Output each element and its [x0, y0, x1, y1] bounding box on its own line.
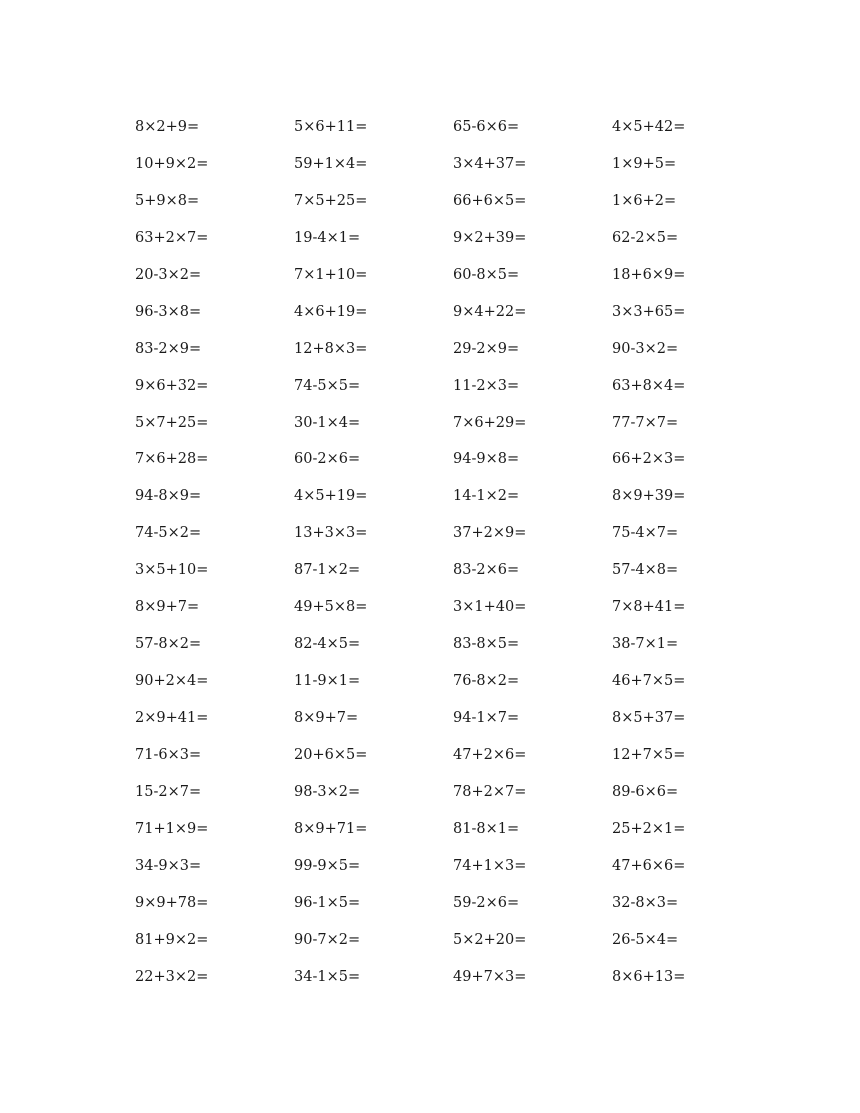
math-problem: 30-1×4=: [294, 414, 361, 431]
problem-row: [135, 597, 775, 634]
math-problem: 13+3×3=: [294, 525, 368, 542]
math-problem: 8×6+13=: [612, 968, 686, 985]
math-problem: 7×1+10=: [294, 266, 368, 283]
problem-row: [135, 819, 775, 856]
problem-grid: [135, 117, 775, 1004]
problem-row: [135, 560, 775, 597]
math-problem: 4×6+19=: [294, 303, 368, 320]
math-problem: 66+6×5=: [453, 192, 527, 209]
math-problem: 66+2×3=: [612, 451, 686, 468]
math-problem: 49+7×3=: [453, 968, 527, 985]
math-problem: 8×9+7=: [135, 599, 200, 616]
math-problem: 20+6×5=: [294, 746, 368, 763]
math-problem: 47+6×6=: [612, 857, 686, 874]
math-problem: 8×9+39=: [612, 488, 686, 505]
problem-row: [135, 302, 775, 339]
math-problem: 94-8×9=: [135, 488, 202, 505]
math-problem: 89-6×6=: [612, 783, 679, 800]
math-problem: 49+5×8=: [294, 599, 368, 616]
math-problem: 7×8+41=: [612, 599, 686, 616]
math-problem: 26-5×4=: [612, 931, 679, 948]
math-problem: 12+7×5=: [612, 746, 686, 763]
math-problem: 60-2×6=: [294, 451, 361, 468]
math-problem: 7×5+25=: [294, 192, 368, 209]
math-problem: 4×5+19=: [294, 488, 368, 505]
math-problem: 94-9×8=: [453, 451, 520, 468]
math-problem: 9×6+32=: [135, 377, 209, 394]
math-problem: 9×4+22=: [453, 303, 527, 320]
problem-row: [135, 893, 775, 930]
math-problem: 57-4×8=: [612, 562, 679, 579]
math-problem: 81+9×2=: [135, 931, 209, 948]
problem-row: [135, 782, 775, 819]
math-problem: 65-6×6=: [453, 119, 520, 135]
math-problem: 8×2+9=: [135, 119, 200, 135]
math-problem: 37+2×9=: [453, 525, 527, 542]
math-problem: 76-8×2=: [453, 673, 520, 690]
problem-row: [135, 967, 775, 1004]
problem-row: [135, 523, 775, 560]
math-problem: 62-2×5=: [612, 229, 679, 246]
math-problem: 57-8×2=: [135, 636, 202, 653]
math-problem: 15-2×7=: [135, 783, 202, 800]
math-problem: 7×6+29=: [453, 414, 527, 431]
math-problem: 59-2×6=: [453, 894, 520, 911]
math-problem: 8×9+71=: [294, 820, 368, 837]
math-problem: 83-2×6=: [453, 562, 520, 579]
math-problem: 29-2×9=: [453, 340, 520, 357]
problem-row: [135, 265, 775, 302]
math-problem: 3×1+40=: [453, 599, 527, 616]
math-problem: 12+8×3=: [294, 340, 368, 357]
problem-row: [135, 930, 775, 967]
math-problem: 59+1×4=: [294, 155, 368, 172]
math-problem: 60-8×5=: [453, 266, 520, 283]
problem-row: [135, 449, 775, 486]
math-problem: 78+2×7=: [453, 783, 527, 800]
problem-row: [135, 671, 775, 708]
problem-row: [135, 745, 775, 782]
math-problem: 77-7×7=: [612, 414, 679, 431]
math-problem: 71-6×3=: [135, 746, 202, 763]
math-problem: 38-7×1=: [612, 636, 679, 653]
problem-row: [135, 708, 775, 745]
math-problem: 2×9+41=: [135, 710, 209, 726]
math-problem: 22+3×2=: [135, 968, 209, 985]
math-problem: 81-8×1=: [453, 820, 520, 837]
math-problem: 98-3×2=: [294, 783, 361, 800]
math-problem: 82-4×5=: [294, 636, 361, 653]
problem-row: [135, 376, 775, 413]
math-problem: 74-5×2=: [135, 525, 202, 542]
problem-row: [135, 191, 775, 228]
problem-row: [135, 634, 775, 671]
math-problem: 74+1×3=: [453, 857, 527, 874]
math-problem: 63+8×4=: [612, 377, 686, 394]
problem-row: [135, 486, 775, 523]
math-problem: 83-2×9=: [135, 340, 202, 357]
math-problem: 96-1×5=: [294, 894, 361, 911]
problem-row: [135, 154, 775, 191]
math-problem: 4×5+42=: [612, 119, 686, 135]
problem-row: [135, 413, 775, 450]
math-problem: 71+1×9=: [135, 820, 209, 837]
math-problem: 3×5+10=: [135, 562, 209, 579]
math-problem: 5+9×8=: [135, 192, 200, 209]
math-problem: 11-2×3=: [453, 377, 520, 394]
math-problem: 99-9×5=: [294, 857, 361, 874]
problem-row: [135, 856, 775, 893]
math-problem: 32-8×3=: [612, 894, 679, 911]
math-problem: 7×6+28=: [135, 451, 209, 468]
math-problem: 90-7×2=: [294, 931, 361, 948]
math-problem: 47+2×6=: [453, 746, 527, 763]
math-problem: 74-5×5=: [294, 377, 361, 394]
math-problem: 83-8×5=: [453, 636, 520, 653]
math-problem: 10+9×2=: [135, 155, 209, 172]
problem-row: [135, 228, 775, 265]
math-problem: 1×9+5=: [612, 155, 677, 172]
math-problem: 3×4+37=: [453, 155, 527, 172]
math-problem: 96-3×8=: [135, 303, 202, 320]
math-problem: 5×6+11=: [294, 119, 368, 135]
math-problem: 9×9+78=: [135, 894, 209, 911]
math-problem: 14-1×2=: [453, 488, 520, 505]
math-problem: 34-1×5=: [294, 968, 361, 985]
math-problem: 5×7+25=: [135, 414, 209, 431]
math-problem: 8×5+37=: [612, 710, 686, 726]
math-problem: 94-1×7=: [453, 710, 520, 726]
problem-row: [135, 117, 775, 154]
math-problem: 46+7×5=: [612, 673, 686, 690]
math-problem: 1×6+2=: [612, 192, 677, 209]
math-problem: 11-9×1=: [294, 673, 361, 690]
math-problem: 75-4×7=: [612, 525, 679, 542]
math-problem: 87-1×2=: [294, 562, 361, 579]
math-problem: 3×3+65=: [612, 303, 686, 320]
math-problem: 90-3×2=: [612, 340, 679, 357]
math-problem: 20-3×2=: [135, 266, 202, 283]
math-problem: 19-4×1=: [294, 229, 361, 246]
math-problem: 34-9×3=: [135, 857, 202, 874]
math-problem: 8×9+7=: [294, 710, 359, 726]
math-problem: 18+6×9=: [612, 266, 686, 283]
math-problem: 25+2×1=: [612, 820, 686, 837]
math-problem: 5×2+20=: [453, 931, 527, 948]
math-problem: 63+2×7=: [135, 229, 209, 246]
math-problem: 90+2×4=: [135, 673, 209, 690]
problem-row: [135, 339, 775, 376]
math-problem: 9×2+39=: [453, 229, 527, 246]
